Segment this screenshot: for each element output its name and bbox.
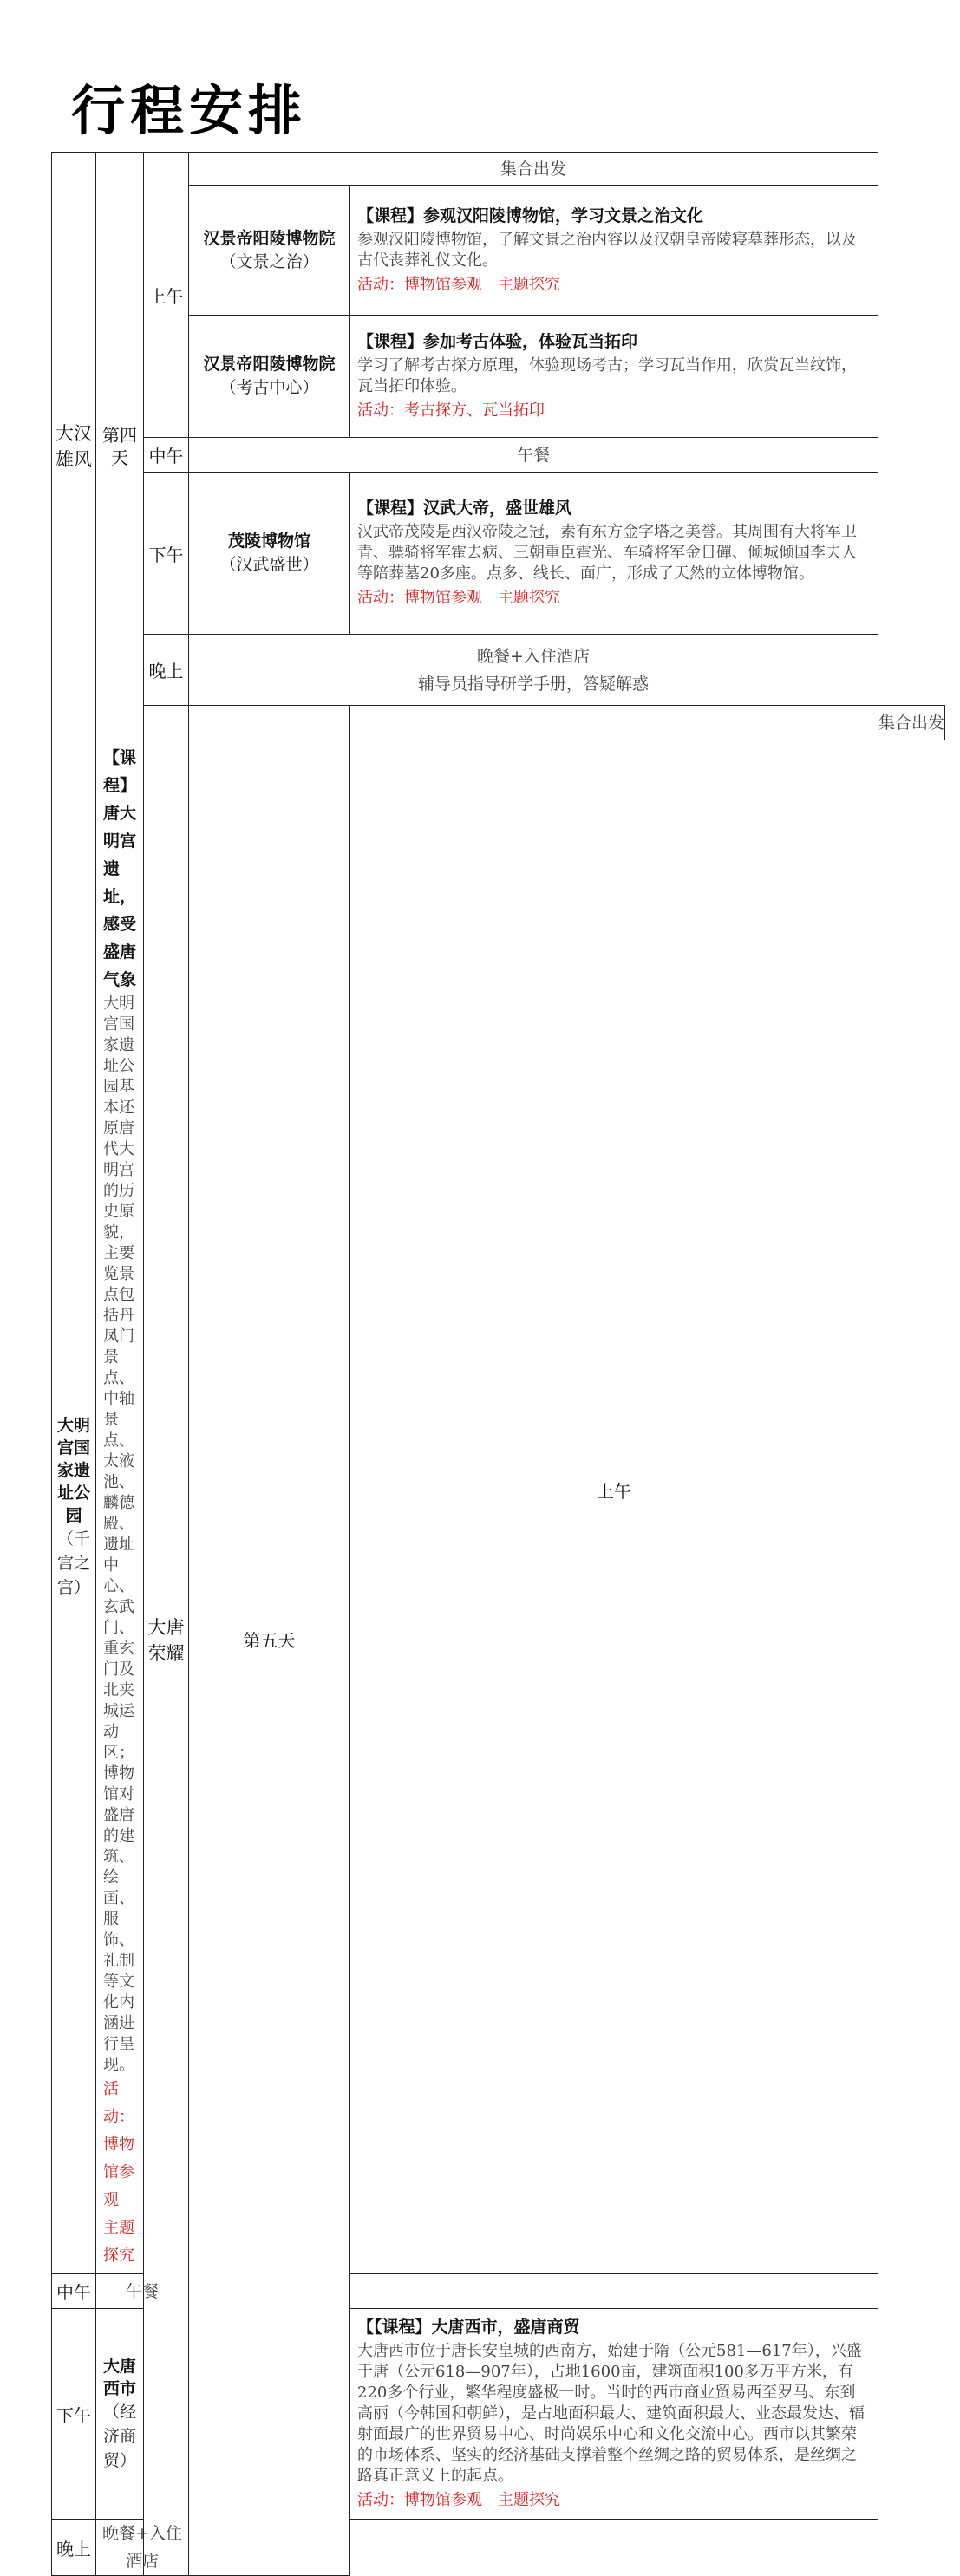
period-afternoon: 下午: [144, 473, 189, 635]
lunch-row: 午餐: [189, 438, 878, 473]
evening-row: 晚餐+入住酒店 辅导员指导研学手册，答疑解惑: [189, 635, 878, 706]
evening-row: 晚餐+入住酒店: [96, 2520, 189, 2576]
course-activity: 活动：博物馆参观 主题探究: [357, 589, 561, 607]
gather-row: 集合出发: [189, 153, 878, 186]
period-evening: 晚上: [144, 635, 189, 706]
location-cell: [52, 740, 96, 2274]
day-label: 第四天: [96, 153, 144, 740]
course-cell: [96, 740, 144, 2274]
period-afternoon: 下午: [52, 2309, 96, 2520]
period-morning: 上午: [350, 706, 878, 2274]
course-activity: 活动：考古探方、瓦当拓印: [357, 401, 545, 420]
location-sub: （经济商贸）: [103, 2403, 137, 2470]
course-cell: [350, 473, 878, 635]
day-theme: 大唐荣耀: [144, 706, 189, 2576]
course-activity: 活动：博物馆参观 主题探究: [357, 275, 561, 294]
location-name: 大明宫国家遗址公园: [56, 1416, 90, 1525]
location-name: 茂陵博物馆: [228, 532, 311, 551]
course-cell: [350, 186, 878, 316]
location-cell: [189, 473, 350, 635]
course-description: 汉武帝茂陵是西汉帝陵之冠，素有东方金字塔之美誉。其周围有大将军卫青、骠骑将军霍去病、三朝重臣霍光、车骑将军金日磾、倾城倾国李夫人等陪葬墓20多座。点多、线长、面广，形成了天然的立体博物馆。: [357, 523, 858, 583]
location-sub: （汉武盛世）: [219, 555, 319, 574]
lunch-row: 午餐: [96, 2274, 189, 2309]
page-title: 行程安排: [71, 79, 308, 142]
course-description: 参观汉阳陵博物馆，了解文景之治内容以及汉朝皇帝陵寝墓葬形态，以及古代丧葬礼仪文化。: [357, 230, 858, 270]
location-name: 汉景帝阳陵博物院: [203, 228, 336, 248]
course-title: 【课程】参观汉阳陵博物馆，学习文景之治文化: [357, 205, 704, 225]
course-title: 【课程】参加考古体验，体验瓦当拓印: [357, 332, 638, 351]
course-activity: 活动：博物馆参观 主题探究: [103, 2080, 134, 2265]
location-sub: （考古中心）: [219, 378, 319, 397]
gather-row: 集合出发: [878, 706, 945, 740]
period-noon: 中午: [52, 2274, 96, 2309]
course-title: 【课程】唐大明宫遗址，感受盛唐气象: [103, 748, 137, 989]
course-title: 【【课程】大唐西市，盛唐商贸: [357, 2318, 580, 2337]
location-cell: [189, 186, 350, 316]
day-theme: 大汉雄风: [52, 153, 96, 740]
course-title: 【课程】汉武大帝，盛世雄风: [357, 499, 572, 518]
course-description: 学习了解考古探方原理，体验现场考古；学习瓦当作用，欣赏瓦当纹饰，瓦当拓印体验。: [357, 356, 858, 395]
period-morning: 上午: [144, 153, 189, 438]
itinerary-table: [51, 152, 945, 2576]
period-evening: 晚上: [52, 2520, 96, 2576]
location-name: 大唐西市: [103, 2357, 137, 2398]
location-cell: [96, 2309, 144, 2520]
day-label: 第五天: [189, 706, 350, 2576]
course-cell: [350, 2309, 878, 2520]
period-noon: 中午: [144, 438, 189, 473]
course-description: 大明宫国家遗址公园基本还原唐代大明宫的历史原貌，主要览景点包括丹凤门景点、中轴景点、太液池、麟德殿、遗址中心、玄武门、重玄门及北夹城运动区；博物馆对盛唐的建筑、绘画、服饰、礼制等文化内涵进行呈现。: [103, 995, 134, 2074]
course-cell: [350, 316, 878, 438]
course-description: 大唐西市位于唐长安皇城的西南方，始建于隋（公元581—617年），兴盛于唐（公元618—907年），占地1600亩，建筑面积100多万平方米，有220多个行业，繁华程度盛极一时。当时的西市商业贸易西至罗马、东到高丽（今韩国和朝鲜），是占地面积最大、建筑面积最大、业态最发达、辐射面最广的世界贸易中心、时尚娱乐中心和文化交流中心。西市以其繁荣的市场体系、坚实的经济基础支撑着整个丝绸之路的贸易体系，是丝绸之路真正意义上的起点。: [357, 2342, 865, 2485]
location-sub: （文景之治）: [219, 251, 319, 271]
location-cell: [189, 316, 350, 438]
course-activity: 活动：博物馆参观 主题探究: [357, 2491, 561, 2509]
location-name: 汉景帝阳陵博物院: [203, 355, 336, 374]
location-sub: （千宫之宫）: [56, 1529, 90, 1597]
